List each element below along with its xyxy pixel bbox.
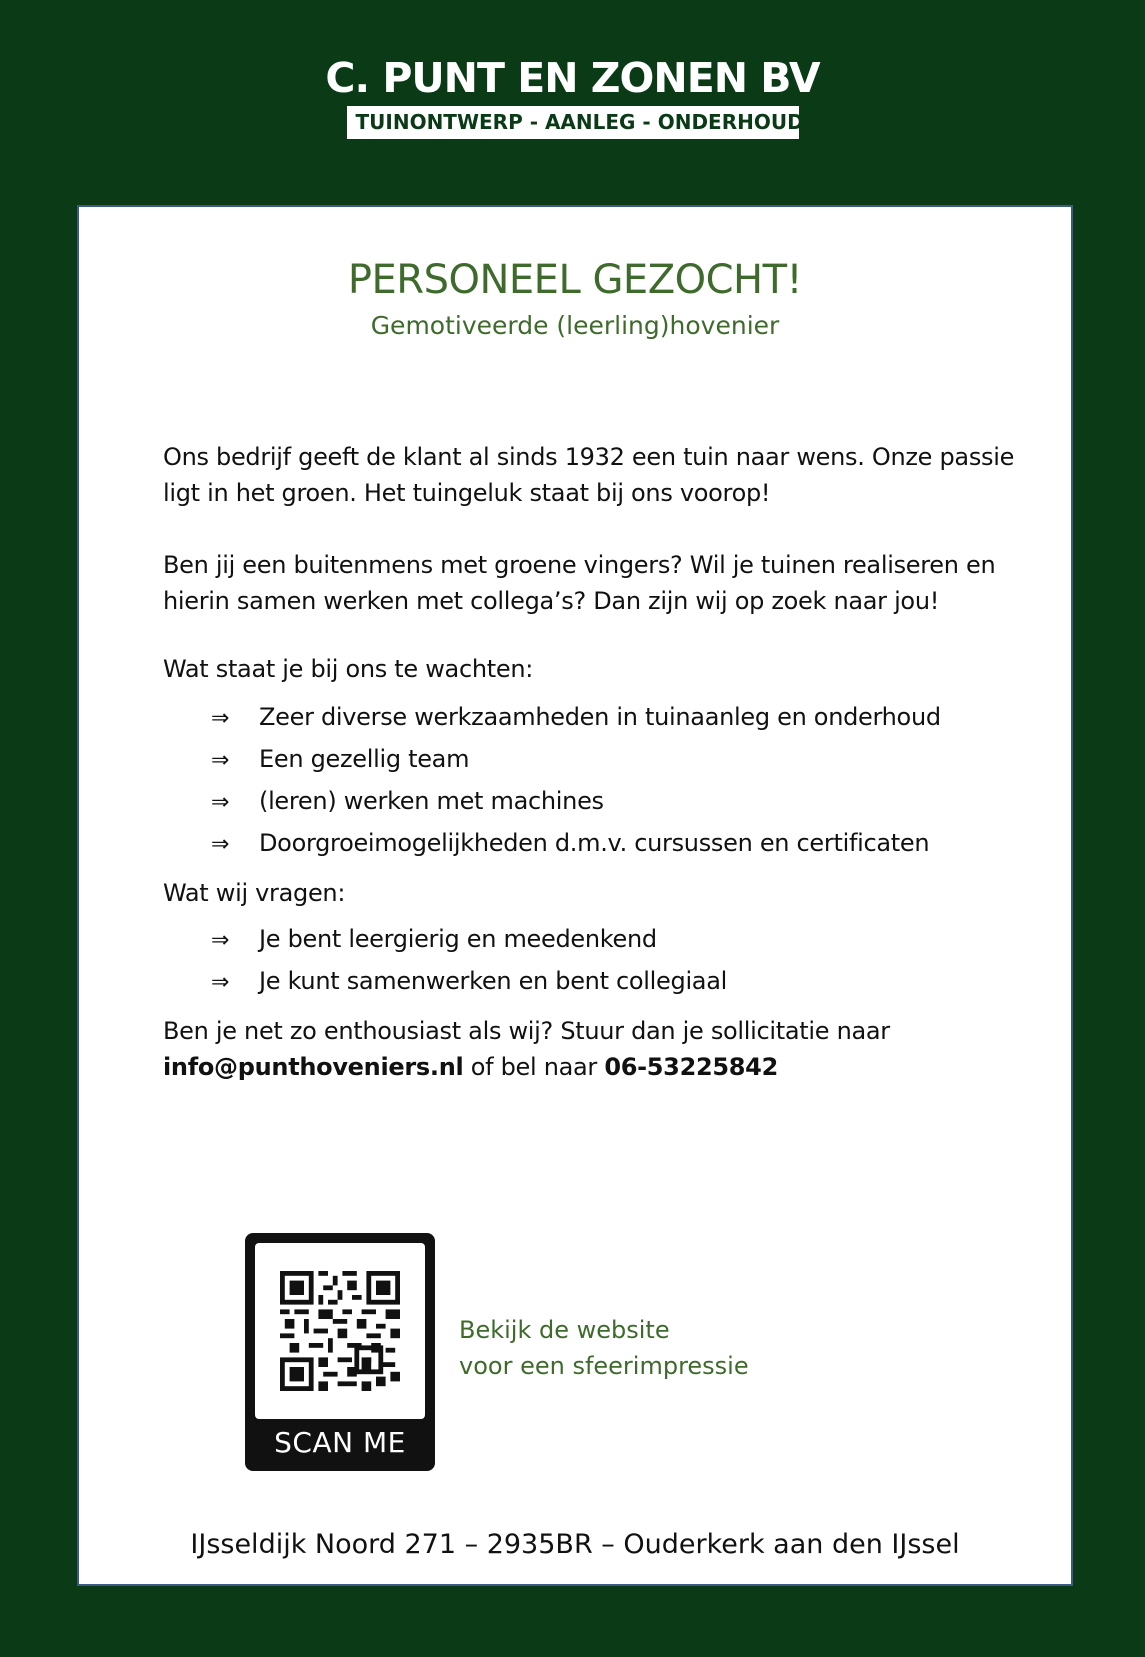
qr-caption (459, 1312, 749, 1384)
list-item: ⇒ Een gezellig team (211, 739, 1023, 781)
qr-code[interactable] (255, 1243, 425, 1419)
intro-paragraph: Ons bedrijf geeft de klant al sinds 1932 een tuin naar wens. Onze passie ligt in het groen. Het tuingeluk staat bij ons voorop! (163, 443, 1015, 507)
contact-intro: Ben je net zo enthousiast als wij? Stuur dan je sollicitatie naar (163, 1017, 890, 1045)
job-subtitle: Gemotiveerde (leerling)hovenier (370, 311, 780, 340)
qr-caption-line-1: Bekijk de website (459, 1316, 670, 1344)
phone-number[interactable]: 06-53225842 (604, 1053, 778, 1081)
ask-heading: Wat wij vragen: (163, 879, 346, 907)
list-item: ⇒ Zeer diverse werkzaamheden in tuinaanleg en onderhoud (211, 697, 1023, 739)
arrow-icon: ⇒ (211, 928, 230, 953)
arrow-icon: ⇒ (211, 970, 230, 995)
scan-me-label: SCAN ME (274, 1426, 406, 1459)
arrow-icon: ⇒ (211, 748, 230, 773)
contact-middle: of bel naar (463, 1053, 605, 1081)
vacancy-card (77, 205, 1073, 1586)
company-name: C. PUNT EN ZONEN BV (325, 54, 820, 102)
qr-caption-line-2: voor een sfeerimpressie (459, 1352, 749, 1380)
page-title: PERSONEEL GEZOCHT! (347, 257, 803, 303)
list-item: ⇒ Je bent leergierig en meedenkend (211, 919, 1023, 961)
list-item: ⇒ Doorgroeimogelijkheden d.m.v. cursussen en certificaten (211, 823, 1023, 865)
qr-code-icon (280, 1271, 400, 1391)
company-tagline: TUINONTWERP - AANLEG - ONDERHOUD (347, 106, 799, 139)
offer-list (163, 697, 1023, 865)
vacancy-body (163, 439, 1023, 1085)
company-address: IJsseldijk Noord 271 – 2935BR – Ouderkerk aan den IJssel (190, 1529, 960, 1560)
list-item: ⇒ Je kunt samenwerken en bent collegiaal (211, 961, 1023, 1003)
ask-list (163, 919, 1023, 1003)
qr-code-card[interactable] (245, 1233, 435, 1471)
arrow-icon: ⇒ (211, 832, 230, 857)
list-item: ⇒ (leren) werken met machines (211, 781, 1023, 823)
arrow-icon: ⇒ (211, 706, 230, 731)
arrow-icon: ⇒ (211, 790, 230, 815)
header (0, 50, 1145, 139)
contact-paragraph (163, 1013, 1023, 1085)
email-link[interactable]: info@punthoveniers.nl (163, 1053, 464, 1081)
question-paragraph: Ben jij een buitenmens met groene vingers? Wil je tuinen realiseren en hierin samen werken met collega’s? Dan zijn wij op zoek naar jou! (163, 551, 996, 615)
offer-heading: Wat staat je bij ons te wachten: (163, 655, 534, 683)
